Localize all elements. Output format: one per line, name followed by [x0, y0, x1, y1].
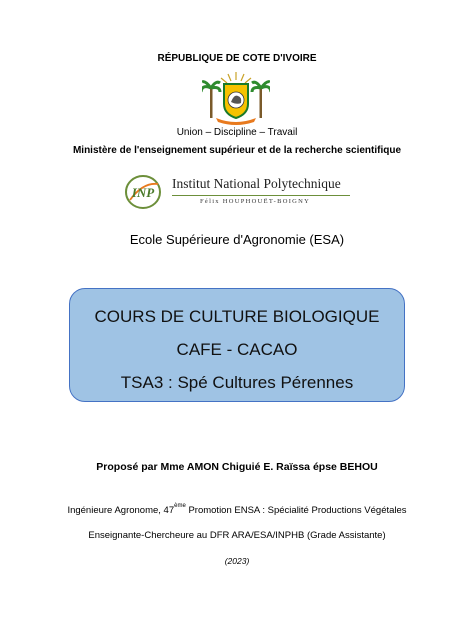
credential-1-suffix: Promotion ENSA : Spécialité Productions Végétales	[185, 505, 407, 516]
institute-subtitle: Félix HOUPHOUËT-BOIGNY	[200, 198, 311, 205]
credential-1-superscript: ème	[174, 503, 186, 509]
course-specialty: TSA3 : Spé Cultures Pérennes	[120, 373, 354, 392]
coat-of-arms-icon	[202, 70, 270, 126]
national-motto: Union – Discipline – Travail	[176, 127, 298, 138]
author-credential-1	[0, 505, 474, 516]
author-line: Proposé par Mme AMON Chiguié E. Raïssa épse BEHOU	[96, 461, 378, 473]
course-title-box	[69, 288, 405, 402]
credential-1-prefix: Ingénieure Agronome, 47	[67, 505, 175, 516]
course-subtitle: CAFE - CACAO	[176, 340, 298, 359]
inp-logo-text: INP	[131, 185, 155, 200]
author-credential-2: Enseignante-Chercheure au DFR ARA/ESA/INPHB (Grade Assistante)	[88, 530, 386, 541]
institute-divider	[172, 195, 350, 196]
document-year: (2023)	[224, 556, 250, 566]
ministry-heading: Ministère de l'enseignement supérieur et de la recherche scientifique	[72, 145, 402, 156]
inp-logo-icon	[124, 174, 162, 210]
course-title: COURS DE CULTURE BIOLOGIQUE	[94, 307, 380, 326]
republic-heading: RÉPUBLIQUE DE COTE D'IVOIRE	[157, 53, 317, 64]
school-name: Ecole Supérieure d'Agronomie (ESA)	[129, 232, 345, 247]
institute-name: Institut National Polytechnique	[172, 176, 341, 191]
